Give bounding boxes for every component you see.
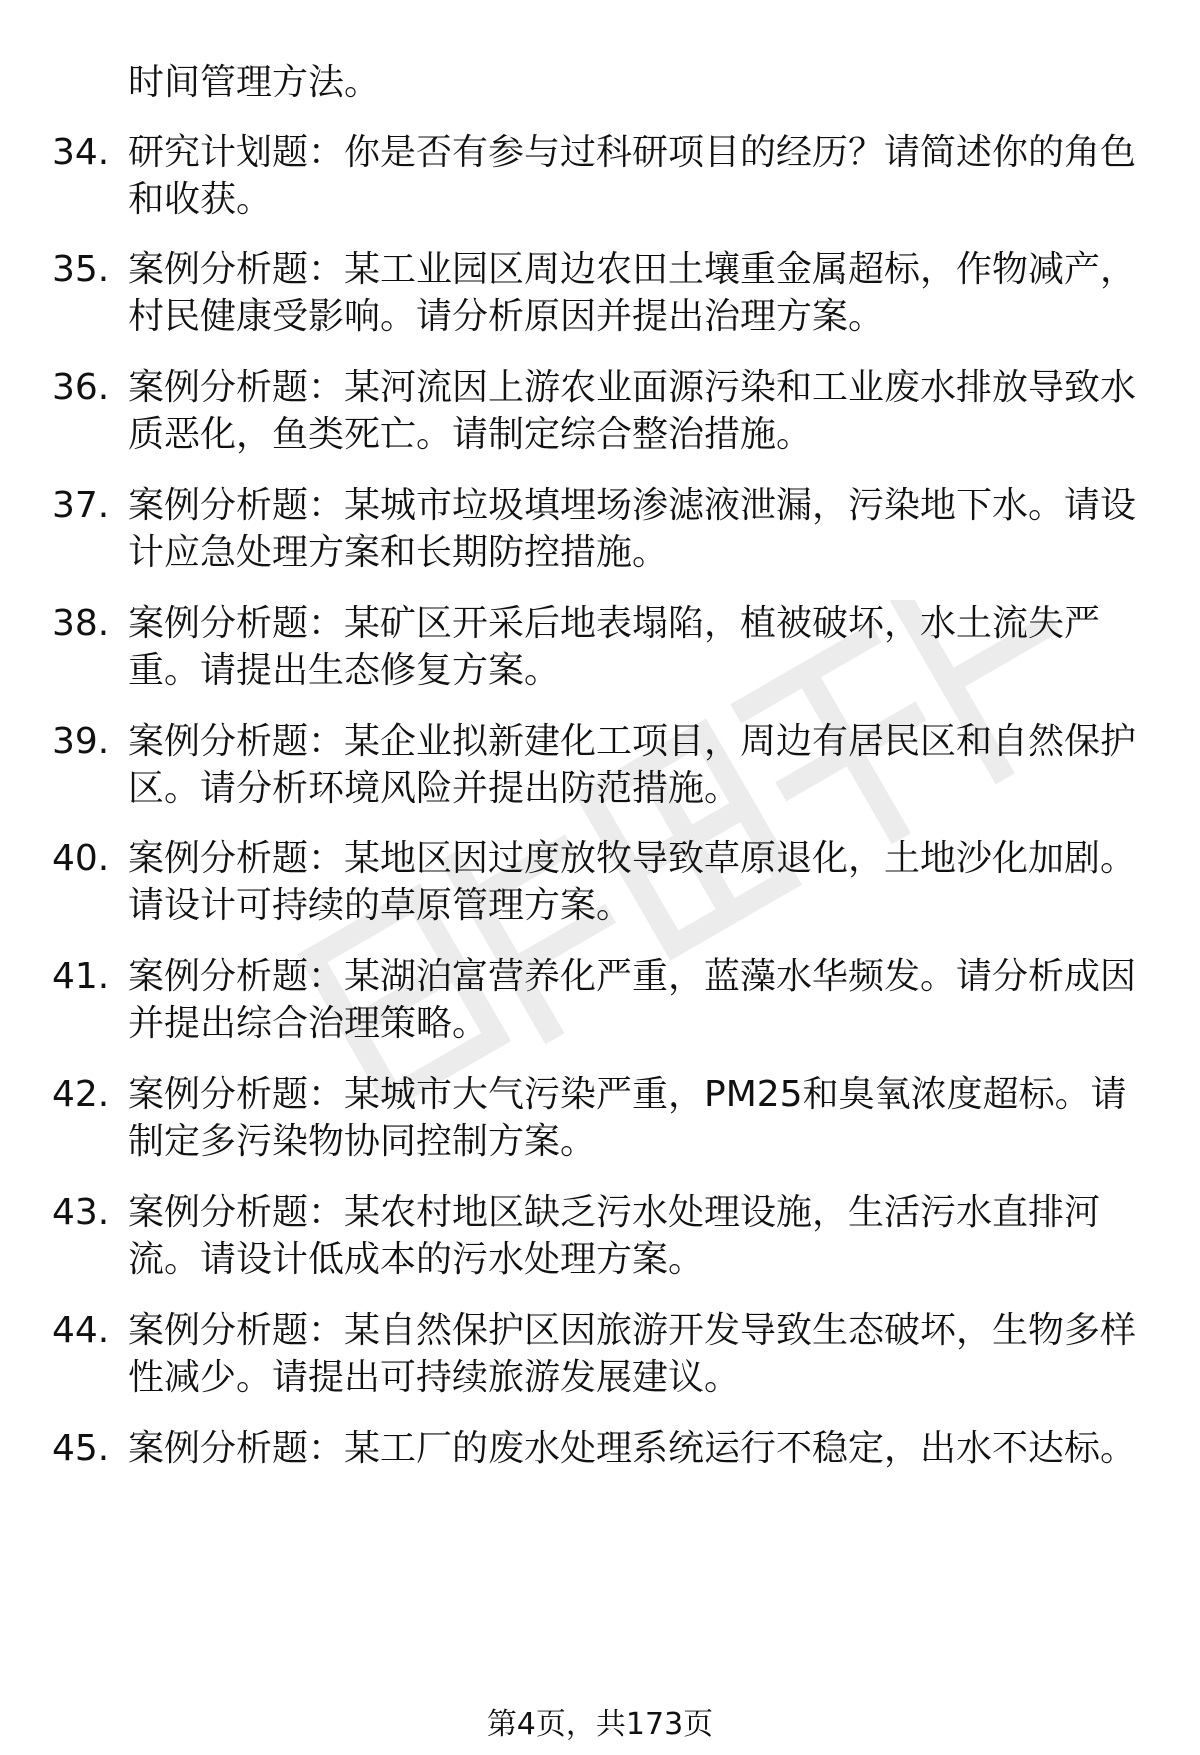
question-text: 案例分析题：某河流因上游农业面源污染和工业废水排放导致水质恶化，鱼类死亡。请制定综合整治措施。 xyxy=(128,367,1137,455)
question-text: 案例分析题：某工业园区周边农田土壤重金属超标，作物减产，村民健康受影响。请分析原因并提出治理方案。 xyxy=(128,249,1137,337)
question-text: 案例分析题：某城市大气污染严重，PM25和臭氧浓度超标。请制定多污染物协同控制方案。 xyxy=(128,1074,1127,1162)
question-number: 40. xyxy=(52,838,110,879)
question-number: 35. xyxy=(52,249,110,290)
question-text: 研究计划题：你是否有参与过科研项目的经历？请简述你的角色和收获。 xyxy=(128,132,1137,220)
question-number: 45. xyxy=(52,1428,110,1469)
question-text: 案例分析题：某城市垃圾填埋场渗滤液泄漏，污染地下水。请设计应急处理方案和长期防控措施。 xyxy=(128,485,1137,573)
question-text: 案例分析题：某农村地区缺乏污水处理设施，生活污水直排河流。请设计低成本的污水处理方案。 xyxy=(128,1192,1101,1280)
question-text: 案例分析题：某工厂的废水处理系统运行不稳定，出水不达标。 xyxy=(128,1428,1137,1469)
question-number: 43. xyxy=(52,1192,110,1233)
question-text: 案例分析题：某矿区开采后地表塌陷，植被破坏，水土流失严重。请提出生态修复方案。 xyxy=(128,603,1101,691)
page-number-footer: 第4页，共173页 xyxy=(486,1707,714,1742)
question-number: 38. xyxy=(52,603,110,644)
question-number: 39. xyxy=(52,721,110,762)
question-text: 时间管理方法。 xyxy=(128,62,381,103)
question-text: 案例分析题：某地区因过度放牧导致草原退化，土地沙化加剧。请设计可持续的草原管理方案。 xyxy=(128,838,1137,926)
question-text: 案例分析题：某自然保护区因旅游开发导致生态破坏，生物多样性减少。请提出可持续旅游发展建议。 xyxy=(128,1310,1137,1398)
question-number: 42. xyxy=(52,1074,110,1115)
question-text: 案例分析题：某湖泊富营养化严重，蓝藻水华频发。请分析成因并提出综合治理策略。 xyxy=(128,956,1137,1044)
question-number: 34. xyxy=(52,132,110,173)
question-number: 36. xyxy=(52,367,110,408)
question-text: 案例分析题：某企业拟新建化工项目，周边有居民区和自然保护区。请分析环境风险并提出防范措施。 xyxy=(128,721,1137,809)
question-number: 37. xyxy=(52,485,110,526)
question-number: 41. xyxy=(52,956,110,997)
question-number: 44. xyxy=(52,1310,110,1351)
